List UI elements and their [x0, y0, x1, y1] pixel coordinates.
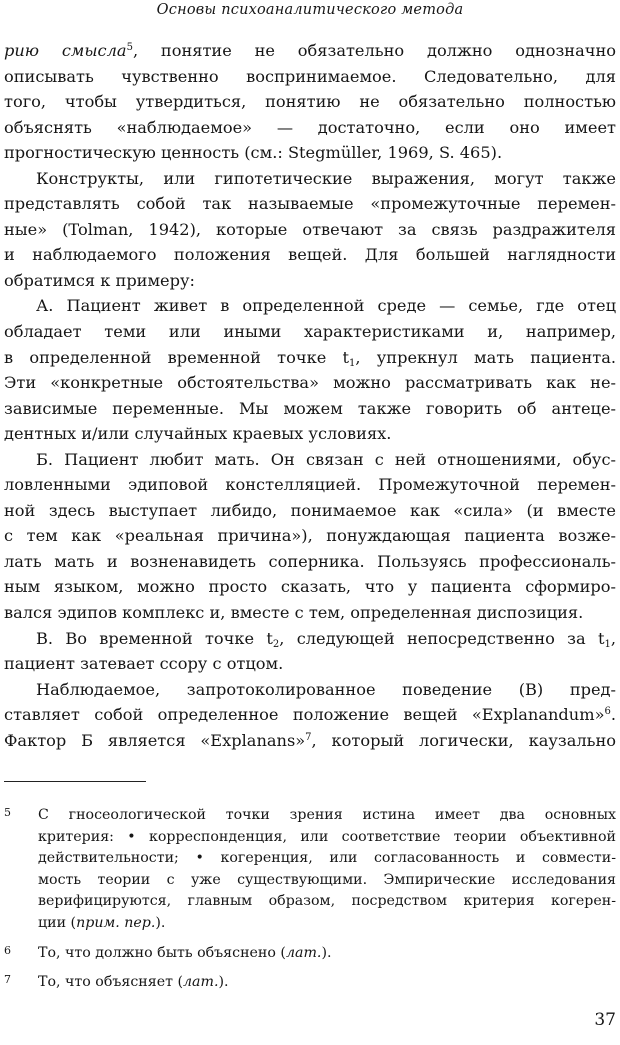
text-line: ные» (Tolman, 1942), которые отвечают за связь раздражителя	[4, 219, 616, 239]
line-text: в определенной временной точке t	[4, 347, 350, 367]
text-line: ным языком, можно просто сказать, что у пациента сформиро-	[4, 577, 616, 597]
subscript: 1	[349, 357, 356, 369]
footnote-number: 7	[4, 973, 11, 987]
line-text: ции (	[38, 914, 77, 931]
text-line: Наблюдаемое, запротоколированное поведение (В) пред-	[36, 679, 616, 699]
line-text: .	[610, 705, 616, 725]
footnote-line: С гносеологической точки зрения истина имеет два основных	[38, 807, 616, 823]
text-line	[4, 626, 616, 652]
text-line: Конструкты, или гипотетические выражения, могут также	[36, 168, 616, 188]
text-line: лать мать и возненавидеть соперника. Пользуясь профессиональ-	[4, 551, 616, 571]
footnote-ref-5[interactable]: 5	[126, 42, 133, 53]
text-line: представлять собой так называемые «промежуточные перемен-	[4, 194, 616, 214]
text-line	[4, 38, 616, 64]
line-text: , упрекнул мать пациента.	[355, 347, 616, 367]
footnote-ref-7[interactable]: 7	[305, 731, 312, 743]
paragraph-5	[4, 626, 616, 677]
footnote-number: 5	[4, 806, 11, 819]
italic-text: лат.	[183, 974, 219, 991]
italic-text: лат.	[285, 944, 322, 961]
italic-text: прим. пер.	[76, 914, 156, 931]
subscript: 2	[272, 638, 280, 650]
footnote-line: действительности; • когеренция, или согласованность и совмести-	[38, 850, 616, 867]
line-text: То, что должно быть объяснено (	[38, 944, 286, 961]
line-text: ).	[321, 944, 332, 961]
line-text: , понятие не обязательно должно однозначно	[132, 41, 616, 60]
text-line: обладает теми или иными характеристиками и, например,	[4, 322, 616, 342]
text-line: описывать чувственно воспринимаемое. Следовательно, для	[4, 66, 616, 86]
subscript: 1	[604, 638, 611, 650]
paragraph-3	[4, 293, 616, 446]
text-line: того, чтобы утвердиться, понятию не обязательно полностью	[4, 92, 616, 112]
line-text: ставляет собой определенное положение вещей «Explanandum»	[4, 705, 605, 725]
text-line	[4, 728, 616, 754]
line-text: Фактор Б является «Explanans»	[4, 730, 306, 750]
text-line	[4, 345, 616, 371]
footnote-ref-6[interactable]: 6	[604, 706, 611, 718]
footnote-line	[38, 972, 616, 994]
line-text: ).	[218, 974, 229, 991]
footnote-7	[4, 972, 616, 994]
paragraph-6	[4, 677, 616, 754]
text-line: прогностическую ценность (см.: Stegmüller, 1969, S. 465).	[4, 143, 503, 163]
footnote-line: критерия: • корреспонденция, или соответствие теории объективной	[38, 828, 616, 845]
footnote-number: 6	[4, 943, 11, 957]
paragraph-4	[4, 447, 616, 626]
text-line	[4, 702, 616, 728]
text-line: пациент затевает ссору с отцом.	[4, 654, 284, 674]
text-line: дентных и/или случайных краевых условиях.	[4, 424, 392, 444]
line-text: В. Во временной точке t	[36, 628, 273, 648]
text-line: объяснять «наблюдаемое» — достаточно, если оно имеет	[4, 117, 616, 137]
footnotes	[4, 805, 616, 1002]
text-line: вался эдипов комплекс и, вместе с тем, определенная диспозиция.	[4, 603, 584, 623]
text-line: ловленными эдиповой констелляцией. Промежуточной перемен-	[4, 475, 616, 495]
footnote-6	[4, 943, 616, 965]
text-line: ной здесь выступает либидо, понимаемое как «сила» (и вместе	[4, 500, 616, 520]
footnote-divider	[4, 781, 146, 782]
main-text	[4, 38, 616, 753]
paragraph-2	[4, 166, 616, 294]
text-line: с тем как «реальная причина»), понуждающая пациента возже-	[4, 526, 616, 546]
footnote-line: верифицируются, главным образом, посредством критерия когерен-	[38, 893, 616, 910]
text-line: и наблюдаемого положения вещей. Для большей наглядности	[4, 245, 616, 265]
line-text: ).	[155, 914, 166, 931]
text-line: зависимые переменные. Мы можем также говорить об антеце-	[4, 398, 616, 418]
text-line: обратимся к примеру:	[4, 270, 195, 290]
page-number: 37	[594, 1010, 616, 1030]
footnote-line: мость теории с уже существующими. Эмпирические исследования	[38, 871, 616, 888]
text-line: А. Пациент живет в определенной среде — семье, где отец	[36, 296, 616, 316]
line-text: ,	[610, 628, 616, 648]
text-line: Б. Пациент любит мать. Он связан с ней отношениями, обус-	[36, 449, 616, 469]
footnote-line	[38, 943, 616, 965]
text-line: Эти «конкретные обстоятельства» можно рассматривать как не-	[4, 373, 616, 393]
line-text: , который логически, каузально	[311, 730, 616, 750]
italic-text: рию смысла	[4, 41, 127, 60]
footnote-line	[38, 913, 616, 935]
paragraph-1	[4, 38, 616, 166]
line-text: То, что объясняет (	[38, 974, 184, 991]
running-head: Основы психоаналитического метода	[156, 2, 464, 18]
footnote-5	[4, 805, 616, 935]
line-text: , следующей непосредственно за t	[279, 628, 605, 648]
